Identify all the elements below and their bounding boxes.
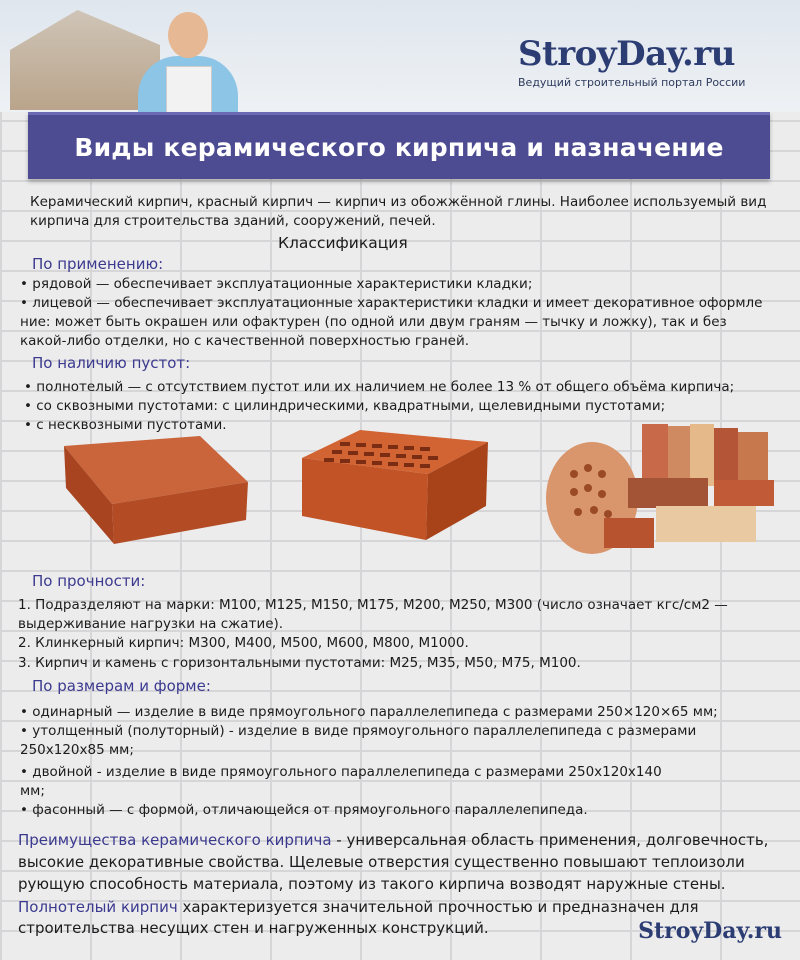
solid-brick-lead: Полнотелый кирпич: [18, 898, 178, 916]
solid-brick-line-2: строительства несущих стен и нагруженных конструкций.: [18, 919, 489, 937]
by-use-heading: По применению:: [32, 255, 164, 273]
by-size-line: • одинарный — изделие в виде прямоугольного параллелепипеда с размерами 250×120×65 мм;: [20, 704, 718, 720]
by-use-line: ние: может быть окрашен или офактурен (по одной или двум граням — тычку и ложку), так и без: [20, 314, 727, 330]
by-voids-line: • со сквозными пустотами: с цилиндрическими, квадратными, щелевидными пустотами;: [24, 398, 666, 414]
by-size-line: 250x120x85 мм;: [20, 742, 134, 758]
by-size-line: мм;: [20, 783, 45, 799]
solid-brick-line-1: Полнотелый кирпич характеризуется значительной прочностью и предназначен для: [18, 898, 699, 916]
advantages-line-1: Преимущества керамического кирпича - универсальная область применения, долговечность,: [18, 831, 769, 849]
by-use-line: • лицевой — обеспечивает эксплуатационные характеристики кладки и имеет декоративное оформле: [20, 295, 763, 311]
advantages-line-3: рующую способность материала, поэтому из такого кирпича возводят наружные стены.: [18, 875, 726, 893]
by-strength-line: 3. Кирпич и камень с горизонтальными пустотами: М25, М35, М50, М75, М100.: [18, 655, 581, 671]
footer-logo[interactable]: StroyDay.ru: [638, 918, 782, 944]
advantages-lead: Преимущества керамического кирпича: [18, 831, 332, 849]
by-use-line: какой-либо отделки, но с качественной поверхностью граней.: [20, 333, 470, 349]
by-strength-line: 1. Подразделяют на марки: М100, М125, М150, М175, М200, М250, М300 (число означает кгс/см2 —: [18, 597, 728, 613]
by-strength-line: выдерживание нагрузки на сжатие).: [18, 616, 284, 632]
assorted-bricks-image: [544, 418, 778, 558]
brand[interactable]: [518, 34, 745, 89]
by-size-line: • фасонный — с формой, отличающейся от прямоугольного параллелепипеда.: [20, 802, 588, 818]
classification-heading: Классификация: [278, 234, 408, 252]
perforated-brick-image: [296, 428, 492, 548]
advantages-line-2: высокие декоративные свойства. Щелевые отверстия существенно повышают теплоизоли: [18, 853, 745, 871]
by-use-line: • рядовой — обеспечивает эксплуатационные характеристики кладки;: [20, 276, 533, 292]
by-size-line: • двойной - изделие в виде прямоугольного параллелепипеда с размерами 250х120х140: [20, 764, 662, 780]
title-banner: [28, 112, 770, 179]
brand-tagline: Ведущий строительный портал России: [518, 76, 746, 89]
by-voids-line: • полнотелый — с отсутствием пустот или их наличием не более 13 % от общего объёма кирпича;: [24, 379, 735, 395]
by-voids-line: • с несквозными пустотами.: [24, 417, 227, 433]
brand-logo[interactable]: StroyDay.ru: [518, 34, 735, 74]
builder-illustration: [128, 6, 248, 112]
by-strength-heading: По прочности:: [32, 572, 146, 590]
by-voids-heading: По наличию пустот:: [32, 354, 191, 372]
header-image: [0, 0, 800, 112]
by-size-line: • утолщенный (полуторный) - изделие в виде прямоугольного параллелепипеда с размерами: [20, 723, 697, 739]
page-title: Виды керамического кирпича и назначение: [74, 132, 724, 162]
solid-brick-image: [56, 432, 252, 552]
by-strength-line: 2. Клинкерный кирпич: М300, М400, М500, М600, М800, М1000.: [18, 635, 469, 651]
by-size-heading: По размерам и форме:: [32, 677, 211, 695]
intro-line-1: Керамический кирпич, красный кирпич — кирпич из обожжённой глины. Наиболее используемый вид: [30, 194, 767, 210]
intro-line-2: кирпича для строительства зданий, сооружений, печей.: [30, 213, 436, 229]
